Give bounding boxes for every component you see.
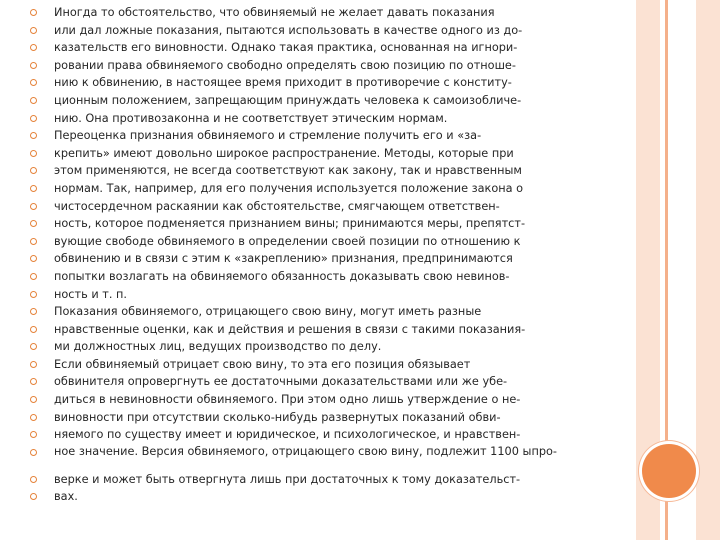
list-item-text: ность, которое подменяется признанием вины; принимаются меры, препятст- xyxy=(54,217,526,231)
circle-bullet-icon xyxy=(30,220,37,227)
circle-bullet-icon xyxy=(30,449,37,456)
list-item-text: Иногда то обстоятельство, что обвиняемый не желает давать показания xyxy=(54,6,495,19)
list-item xyxy=(28,145,598,163)
list-item xyxy=(28,268,598,286)
circle-bullet-icon xyxy=(30,79,37,86)
circle-bullet-icon xyxy=(30,44,37,51)
circle-bullet-icon xyxy=(30,9,37,16)
list-item xyxy=(28,373,598,391)
list-item-text: обвинителя опровергнуть ее достаточными доказательствами или же убе- xyxy=(54,375,508,389)
list-item xyxy=(28,250,598,268)
list-item xyxy=(28,162,598,180)
list-item-text: крепить» имеют довольно широкое распространение. Методы, которые при xyxy=(54,146,514,160)
circle-bullet-icon xyxy=(30,62,37,69)
list-item-text: или дал ложные показания, пытаются использовать в качестве одного из до- xyxy=(54,23,523,37)
list-item-text: обвинению и в связи с этим к «закреплению» признания, предпринимаются xyxy=(54,252,513,266)
circle-bullet-icon xyxy=(30,203,37,210)
circle-bullet-icon xyxy=(30,115,37,122)
list-item-text: Переоценка признания обвиняемого и стремление получить его и «за- xyxy=(54,129,482,143)
circle-bullet-icon xyxy=(30,27,37,34)
list-item-text: попытки возлагать на обвиняемого обязанность доказывать свою невинов- xyxy=(54,269,510,283)
list-item-text: виновности при отсутствии сколько-нибудь развернутых показаний обви- xyxy=(54,410,501,424)
circle-bullet-icon xyxy=(30,150,37,157)
list-item xyxy=(28,409,598,427)
circle-bullet-icon xyxy=(30,326,37,333)
circle-bullet-icon xyxy=(30,238,37,245)
list-item xyxy=(28,488,598,506)
list-item xyxy=(28,74,598,92)
circle-bullet-icon xyxy=(30,431,37,438)
circle-bullet-icon xyxy=(30,185,37,192)
list-item xyxy=(28,444,598,471)
circle-bullet-icon xyxy=(30,291,37,298)
list-item xyxy=(28,303,598,321)
circle-bullet-icon xyxy=(30,97,37,104)
circle-bullet-icon xyxy=(30,493,37,500)
list-item-text: ность и т. п. xyxy=(54,287,128,301)
list-item-text: нормам. Так, например, для его получения используется положение закона о xyxy=(54,181,524,195)
list-item-text: нравственные оценки, как и действия и решения в связи с такими показания- xyxy=(54,322,526,336)
list-item-text: Если обвиняемый отрицает свою вину, то эта его позиция обязывает xyxy=(54,357,471,371)
bullet-list xyxy=(28,4,598,506)
circle-bullet-icon xyxy=(30,378,37,385)
list-item xyxy=(28,110,598,128)
list-item xyxy=(28,4,598,22)
list-item xyxy=(28,180,598,198)
list-item-text: ное значение. Версия обвиняемого, отрицающего свою вину, подлежит 1100 ыпро- xyxy=(54,444,557,458)
decorative-circle-icon xyxy=(642,444,696,498)
list-item xyxy=(28,233,598,251)
list-item xyxy=(28,391,598,409)
list-item-text: няемого по существу имеет и юридическое, и психологическое, и нравствен- xyxy=(54,428,521,442)
circle-bullet-icon xyxy=(30,361,37,368)
circle-bullet-icon xyxy=(30,396,37,403)
list-item xyxy=(28,215,598,233)
list-item-text: диться в невиновности обвиняемого. При этом одно лишь утверждение о не- xyxy=(54,393,521,407)
list-item xyxy=(28,286,598,304)
list-item xyxy=(28,356,598,374)
list-item xyxy=(28,22,598,40)
circle-bullet-icon xyxy=(30,308,37,315)
list-item-text: вующие свободе обвиняемого в определении своей позиции по отношению к xyxy=(54,234,521,248)
list-item-text: Показания обвиняемого, отрицающего свою вину, могут иметь разные xyxy=(54,305,482,319)
list-item xyxy=(28,127,598,145)
list-item xyxy=(28,338,598,356)
list-item xyxy=(28,92,598,110)
circle-bullet-icon xyxy=(30,343,37,350)
list-item-text: чистосердечном раскаянии как обстоятельстве, смягчающем ответствен- xyxy=(54,199,500,213)
circle-bullet-icon xyxy=(30,167,37,174)
circle-bullet-icon xyxy=(30,273,37,280)
list-item-text: ровании права обвиняемого свободно определять свою позицию по отноше- xyxy=(54,58,516,72)
circle-bullet-icon xyxy=(30,255,37,262)
list-item-text: вах. xyxy=(54,490,78,504)
circle-bullet-icon xyxy=(30,476,37,483)
list-item-text: нию к обвинению, в настоящее время приходит в противоречие с конститу- xyxy=(54,76,512,90)
list-item-text: верке и может быть отвергнута лишь при достаточных к тому доказательст- xyxy=(54,472,521,486)
list-item-text: ционным положением, запрещающим принуждать человека к самоизобличе- xyxy=(54,93,522,107)
list-item xyxy=(28,321,598,339)
circle-bullet-icon xyxy=(30,132,37,139)
list-item xyxy=(28,471,598,489)
list-item xyxy=(28,426,598,444)
list-item-text: этом применяются, не всегда соответствуют как закону, так и нравственным xyxy=(54,164,522,178)
list-item-text: казательств его виновности. Однако такая практика, основанная на игнори- xyxy=(54,41,518,55)
list-item-text: нию. Она противозаконна и не соответствует этическим нормам. xyxy=(54,111,448,125)
list-item xyxy=(28,198,598,216)
list-item-text: ми должностных лиц, ведущих производство по делу. xyxy=(54,340,382,354)
list-item xyxy=(28,39,598,57)
list-item xyxy=(28,57,598,75)
circle-bullet-icon xyxy=(30,414,37,421)
